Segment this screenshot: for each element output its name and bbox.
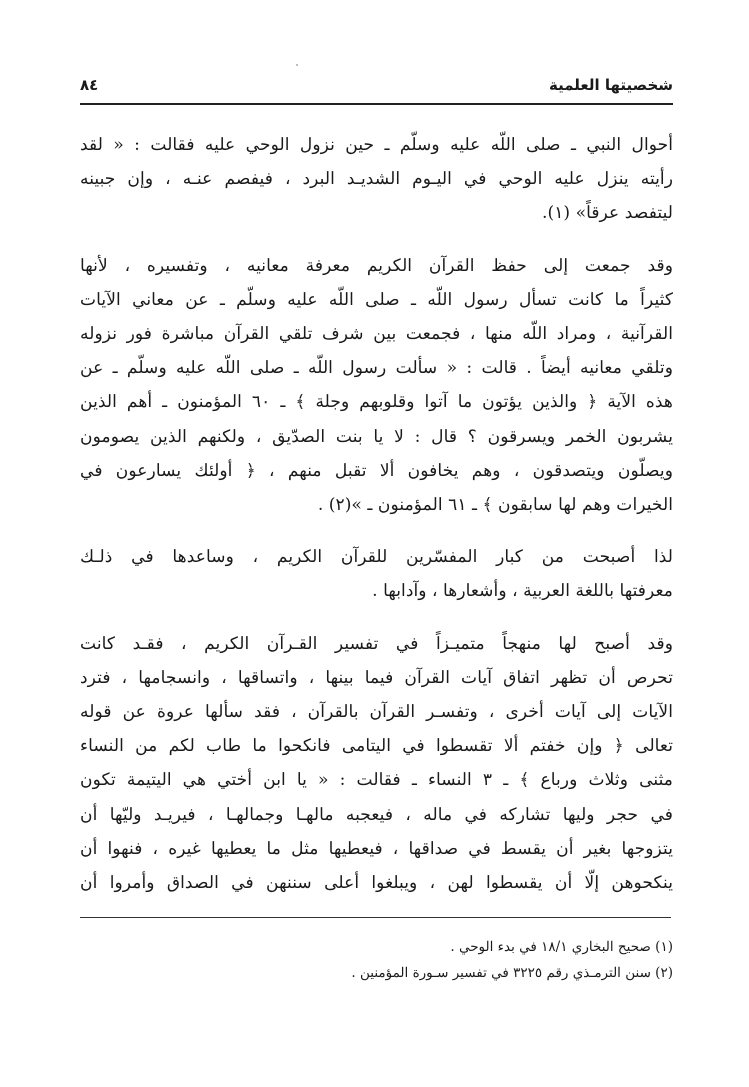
text-line: في حجر وليها تشاركه في ماله ، فيعجبه مالهـا وجمالهـا ، فيريـد وليّها أن xyxy=(80,804,673,825)
text-line: وقد أصبح لها منهجاً متميـزاً في تفسير القـرآن الكريم ، فقـد كانت xyxy=(80,633,673,654)
footnotes xyxy=(80,934,673,986)
paragraph-1 xyxy=(80,128,673,231)
text-line: رأيته ينزل عليه الوحي في اليـوم الشديـد البرد ، فيفصم عنـه ، وإن جبينه xyxy=(80,169,673,190)
text-line: مثنى وثلاث ورباع ﴾ ـ ٣ النساء ـ فقالت : « يا ابن أختي هي اليتيمة تكون xyxy=(80,770,673,791)
text-line: الآيات إلى آيات أخرى ، وتفسـر القرآن بالقرآن ، فقد سألها عروة عن قوله xyxy=(80,702,673,723)
text-line: هذه الآية ﴿ والذين يؤتون ما آتوا وقلوبهم وجلة ﴾ ـ ٦٠ المؤمنون ـ أهم الذين xyxy=(80,392,673,413)
chapter-title: شخصيتها العلمية xyxy=(549,76,673,94)
text-line: تعالى ﴿ وإن خفتم ألا تقسطوا في اليتامى فانكحوا ما طاب لكم من النساء xyxy=(80,736,673,757)
text-line: تحرص أن تظهر اتفاق آيات القرآن فيما بينها ، واتساقها ، وانسجامها ، فترد xyxy=(80,667,673,688)
text-line: ويصلّون ويتصدقون ، وهم يخافون ألا تقبل منهم ، ﴿ أولئك يسارعون في xyxy=(80,460,673,481)
paragraph-4 xyxy=(80,627,673,901)
main-text xyxy=(80,128,673,900)
footnote-1: (١) صحيح البخاري ١٨/١ في بدء الوحي . xyxy=(450,939,673,955)
text-line: معرفتها باللغة العربية ، وأشعارها ، وآدابها . xyxy=(372,581,673,602)
text-line: يشربون الخمر ويسرقون ؟ قال : لا يا بنت الصدّيق ، ولكنهم الذين يصومون xyxy=(80,426,673,447)
paragraph-3 xyxy=(80,540,673,608)
text-line: الخيرات وهم لها سابقون ﴾ ـ ٦١ المؤمنون ـ »(٢) . xyxy=(317,495,673,516)
text-line: ينكحوهن إلّا أن يقسطوا لهن ، ويبلغوا أعلى سننهن في الصداق وأمروا أن xyxy=(80,873,673,894)
header-rule xyxy=(80,103,673,105)
text-line: يتزوجها بغير أن يقسط في صداقها ، فيعطيها مثل ما يعطيها غيره ، فنهوا أن xyxy=(80,838,673,859)
print-speck xyxy=(296,64,298,66)
text-line: القرآنية ، ومراد اللّه منها ، فجمعت بين شرف تلقي القرآن مباشرة فور نزوله xyxy=(80,324,673,345)
text-line: أحوال النبي ـ صلى اللّه عليه وسلّم ـ حين نزول الوحي عليه فقالت : « لقد xyxy=(80,135,673,155)
text-line: لذا أصبحت من كبار المفسّرين للقرآن الكريم ، وساعدها في ذلـك xyxy=(80,547,673,568)
page-number: ٨٤ xyxy=(80,76,99,94)
text-line: وتلقي معانيه أيضاً . قالت : « سألت رسول اللّه ـ صلى اللّه عليه وسلّم ـ عن xyxy=(80,358,673,379)
running-header xyxy=(80,76,673,102)
text-line: كثيراً ما كانت تسأل رسول اللّه ـ صلى اللّه عليه وسلّم ـ عن معاني الآيات xyxy=(80,289,673,310)
text-line: ليتفصد عرقاً» (١). xyxy=(542,203,673,224)
footnote-rule xyxy=(80,917,671,918)
paragraph-2 xyxy=(80,249,673,523)
footnote-2: (٢) سنن الترمـذي رقم ٣٢٢٥ في تفسير سـورة المؤمنين . xyxy=(351,965,673,981)
text-line: وقد جمعت إلى حفظ القرآن الكريم معرفة معانيه ، وتفسيره ، لأنها xyxy=(80,255,673,276)
